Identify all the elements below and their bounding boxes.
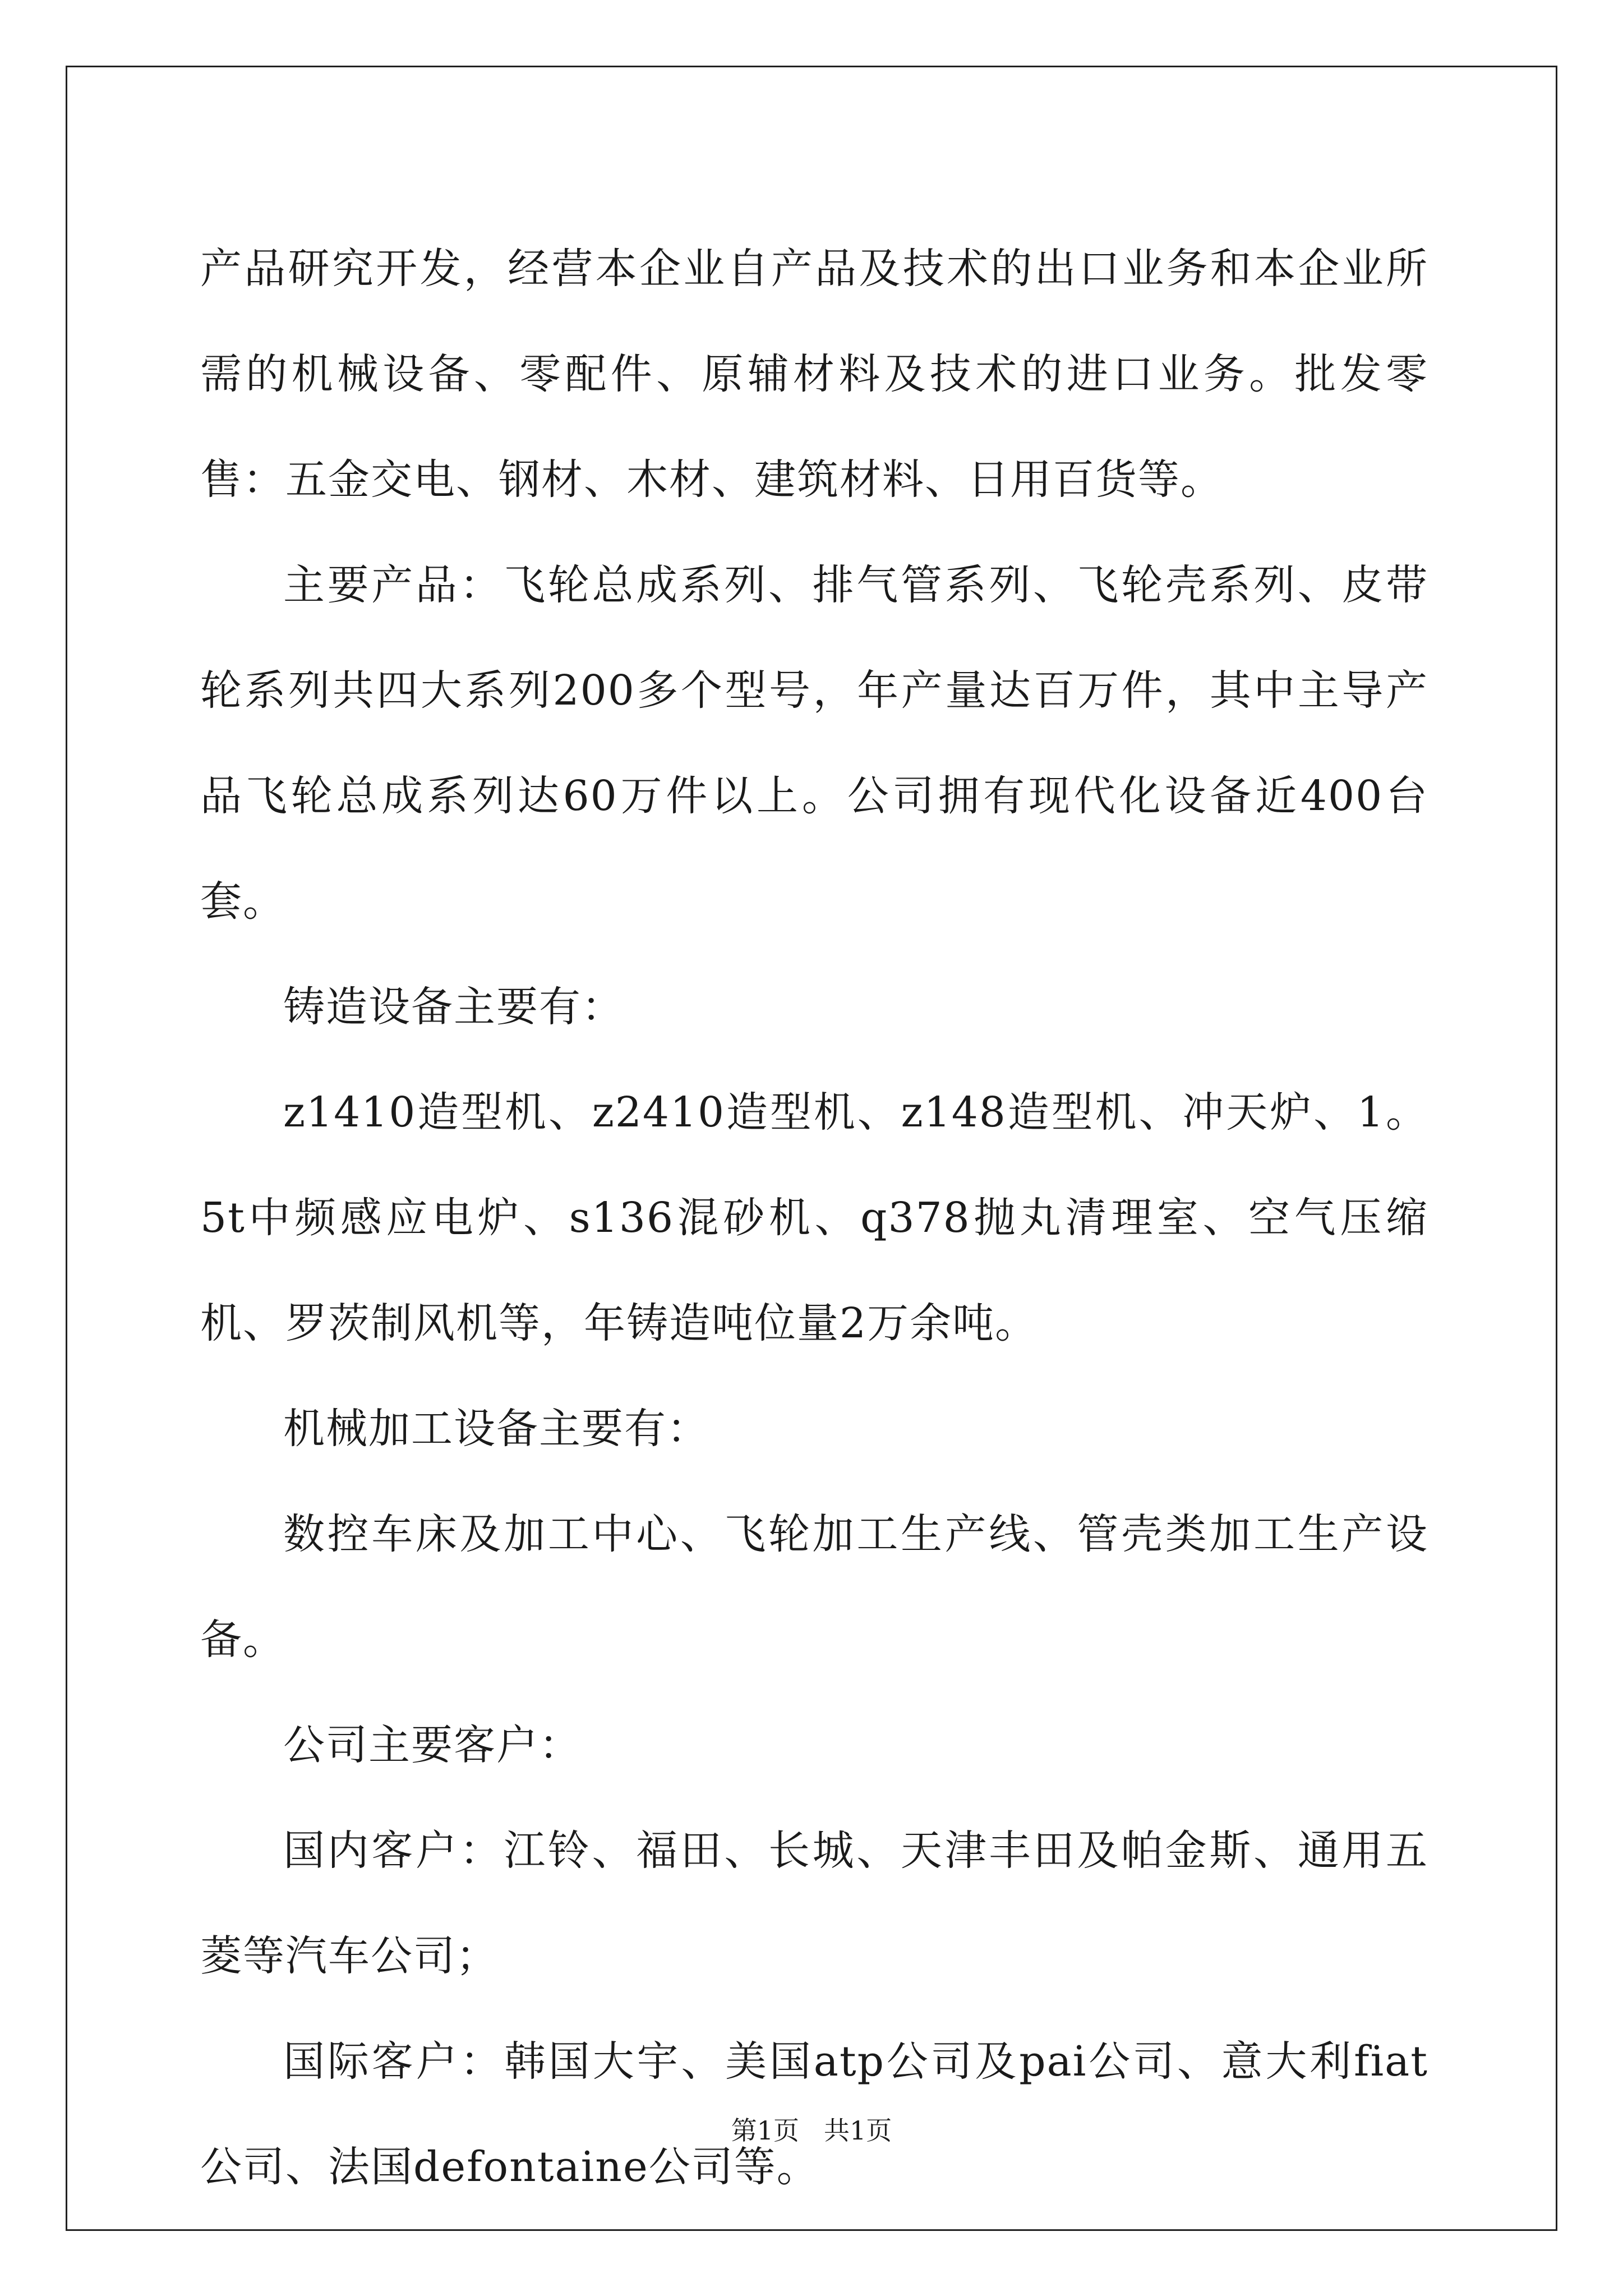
paragraph-machining-heading: 机械加工设备主要有： <box>283 1405 709 1453</box>
paragraph-main-products: 主要产品：飞轮总成系列、排气管系列、飞轮壳系列、皮带轮系列共四大系列200多个型号，年产量达百万件，其中主导产品飞轮总成系列达60万件以上。公司拥有现代化设备近400台套。 <box>200 561 1428 926</box>
page-footer <box>0 2114 1623 2147</box>
page-number: 第1页 <box>731 2115 800 2146</box>
paragraph-casting-heading: 铸造设备主要有： <box>283 983 624 1031</box>
paragraph-customers-heading: 公司主要客户： <box>283 1721 582 1769</box>
page-total: 共1页 <box>823 2115 892 2146</box>
paragraph-business-scope: 产品研究开发，经营本企业自产品及技术的出口业务和本企业所需的机械设备、零配件、原辅材料及技术的进口业务。批发零售：五金交电、钢材、木材、建筑材料、日用百货等。 <box>200 245 1428 504</box>
paragraph-domestic-customers: 国内客户：江铃、福田、长城、天津丰田及帕金斯、通用五菱等汽车公司； <box>200 1826 1428 1980</box>
paragraph-machining-equipment: 数控车床及加工中心、飞轮加工生产线、管壳类加工生产设备。 <box>200 1510 1428 1664</box>
document-body <box>200 216 1428 2220</box>
paragraph-international-customers: 国际客户：韩国大宇、美国atp公司及pai公司、意大利fiat公司、法国defontaine公司等。 <box>200 2037 1428 2191</box>
paragraph-casting-equipment: z1410造型机、z2410造型机、z148造型机、冲天炉、1。5t中频感应电炉、s136混砂机、q378抛丸清理室、空气压缩机、罗茨制风机等，年铸造吨位量2万余吨。 <box>200 1088 1428 1347</box>
